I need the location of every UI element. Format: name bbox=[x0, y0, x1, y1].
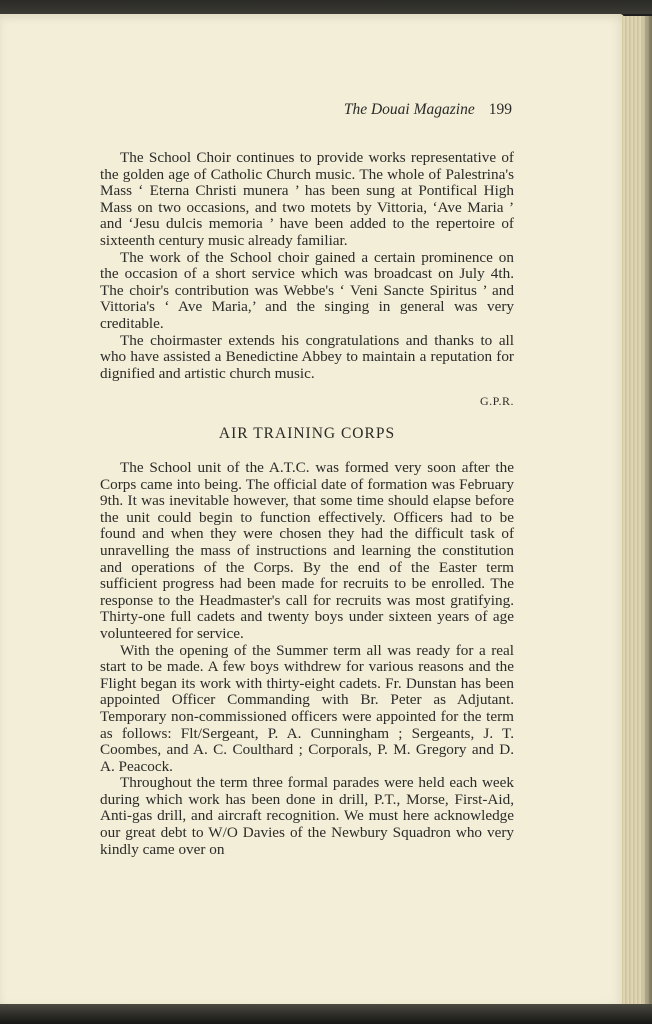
author-initials: G.P.R. bbox=[479, 394, 514, 408]
paragraph: Throughout the term three formal parades were held each week during which work has been done in drill, P.T., Morse, First-Aid, Anti-gas drill, and aircraft recognition. We must here acknowledge our great debt to W/O Davies of the Newbury Squadron who very kindly came over on bbox=[100, 774, 514, 858]
paragraph: With the opening of the Summer term all was ready for a real start to be made. A few boys withdrew for various reasons and the Flight began its work with thirty-eight cadets. Fr. Dunstan has been appointed Officer Commanding with Br. Peter as Adjutant. Temporary non-commissioned officers were appointed for the term as follows: Flt/Sergeant, P. A. Cunningham ; Sergeants, J. T. Coombes, and A. C. Coulthard ; Corporals, P. M. Gregory and D. A. Peacock. bbox=[100, 641, 514, 775]
page-number: 199 bbox=[488, 101, 512, 118]
paragraph: The School Choir continues to provide works representative of the golden age of Catholic Church music. The whole of Palestrina's Mass ‘ Eterna Christi munera ’ has been sung at Pontifical High Mass on two occasions, and two motets by Vittoria, ‘Ave Maria ’ and ‘Jesu dulcis memoria ’ have been added to the repertoire of sixteenth century music already familiar. bbox=[100, 149, 514, 249]
scan-top-border bbox=[0, 0, 652, 14]
section-heading: AIR TRAINING CORPS bbox=[218, 425, 396, 442]
scan-bottom-border bbox=[0, 1004, 652, 1024]
atc-article bbox=[100, 460, 514, 858]
magazine-title: The Douai Magazine bbox=[343, 101, 475, 118]
paragraph: The School unit of the A.T.C. was formed very soon after the Corps came into being. The official date of formation was February 9th. It was inevitable however, that some time should elapse before the unit could begin to function effectively. Officers had to be found and when they were chosen they had the difficult task of unravelling the mass of instructions and learning the constitution and operations of the Corps. By the end of the Easter term sufficient progress had been made for recruits to be enrolled. The response to the Headmaster's call for recruits was most gratifying. Thirty-one full cadets and twenty boys under sixteen years of age volunteered for service. bbox=[100, 459, 514, 642]
paragraph: The choirmaster extends his congratulations and thanks to all who have assisted a Benedictine Abbey to maintain a reputation for dignified and artistic church music. bbox=[100, 331, 514, 382]
running-header bbox=[100, 101, 512, 119]
paragraph: The work of the School choir gained a certain prominence on the occasion of a short service which was broadcast on July 4th. The choir's contribution was Webbe's ‘ Veni Sancte Spiritus ’ and Vittoria's ‘ Ave Maria,’ and the singing in general was very creditable. bbox=[100, 248, 514, 332]
choir-article bbox=[100, 150, 514, 382]
page-edges bbox=[622, 16, 652, 1004]
